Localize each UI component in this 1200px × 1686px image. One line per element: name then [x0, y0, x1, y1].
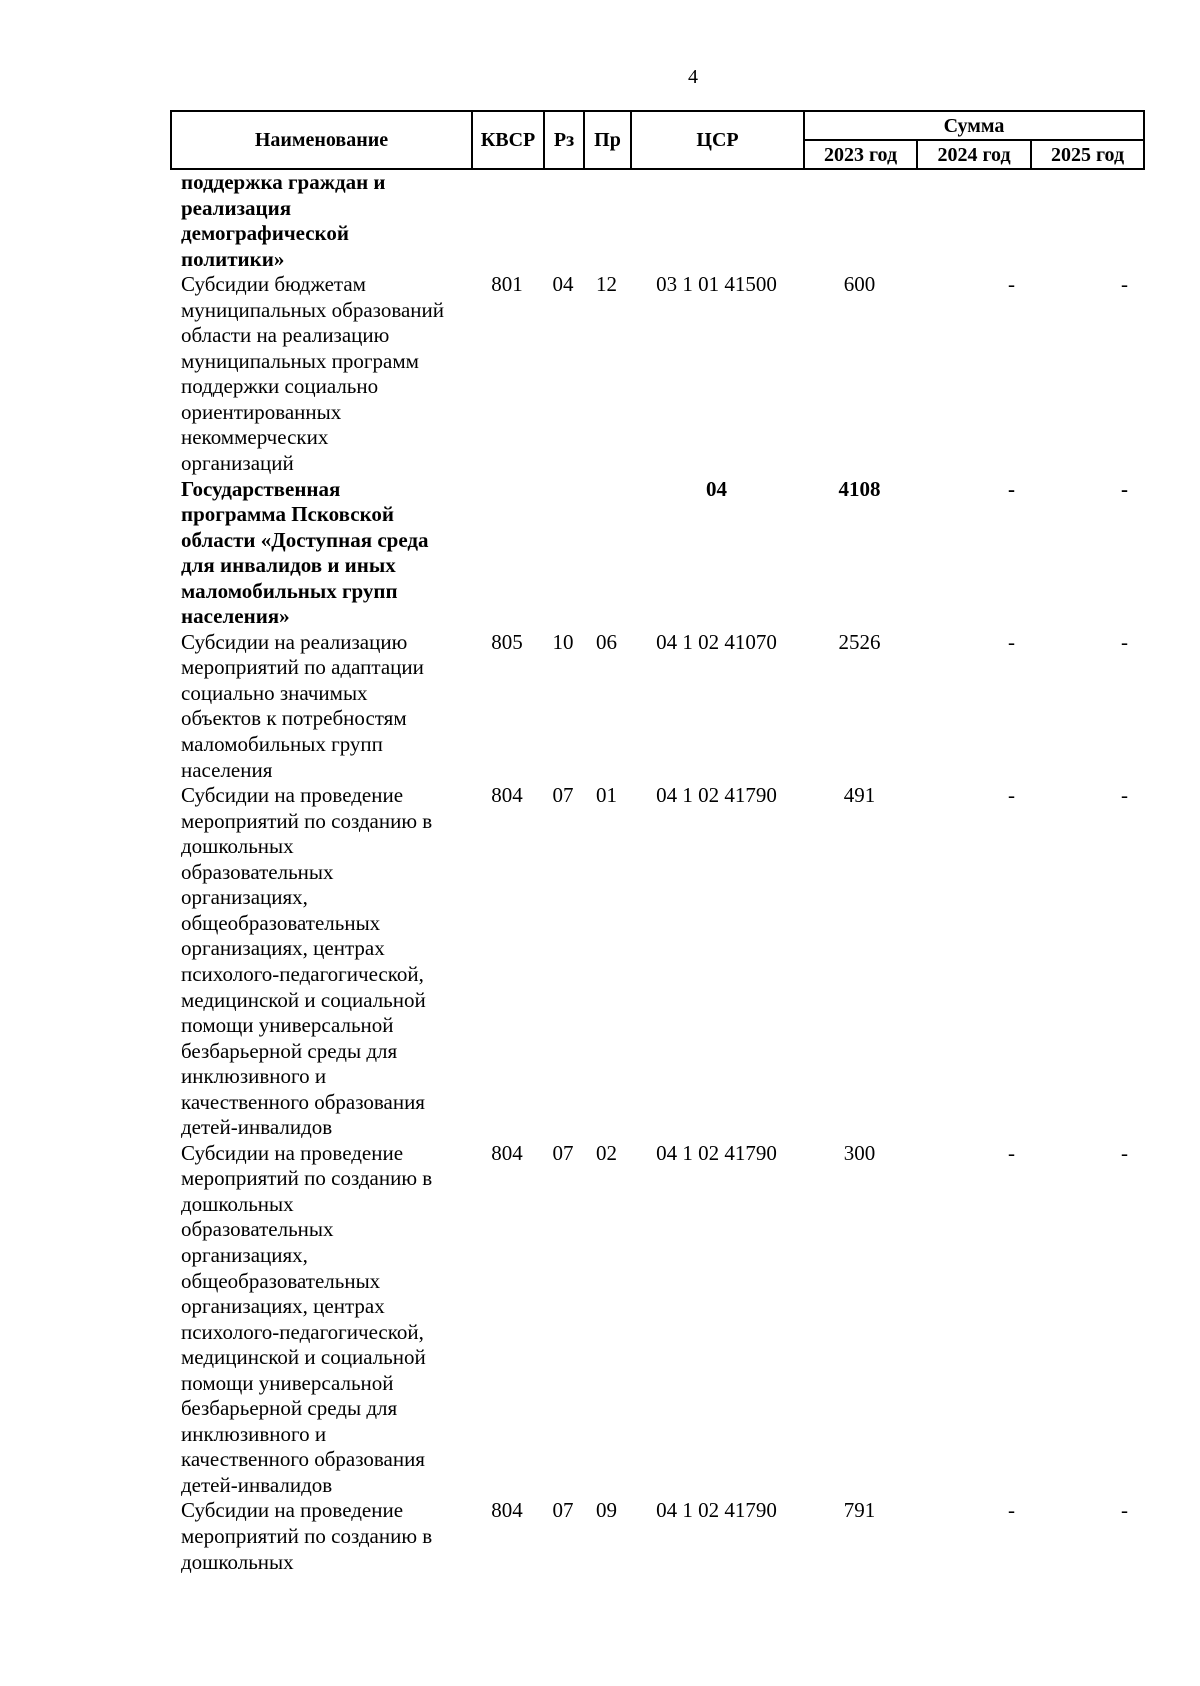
pr-cell — [583, 170, 630, 272]
sum-2025-cell: - — [1121, 629, 1128, 654]
table-row — [170, 1141, 1143, 1499]
rz-cell: 07 — [552, 1140, 574, 1165]
table-row — [170, 630, 1143, 783]
sum-2023-cell — [803, 170, 916, 272]
rz-cell: 04 — [552, 272, 574, 297]
row-name: Государственная программа Псковской области «Доступная среда для инвалидов и иных маломобильных групп населения» — [181, 476, 429, 629]
kvsr-cell — [471, 170, 543, 272]
header-sum: Сумма — [804, 111, 1144, 140]
sum-2025-cell — [1030, 170, 1143, 272]
table-header — [170, 110, 1145, 170]
sum-2024-cell: - — [1008, 272, 1015, 297]
header-rz: Рз — [544, 111, 584, 169]
table-body — [170, 170, 1143, 1575]
header-2023: 2023 год — [804, 140, 917, 169]
row-name: Субсидии на реализацию мероприятий по адаптации социально значимых объектов к потребностям маломобильных групп населения — [181, 629, 424, 782]
header-2024: 2024 год — [917, 140, 1031, 169]
rz-cell — [543, 477, 583, 630]
header-csr: ЦСР — [631, 111, 804, 169]
row-name: Субсидии на проведение мероприятий по созданию в дошкольных — [181, 1498, 433, 1574]
page-number: 4 — [688, 66, 698, 88]
sum-2025-cell: - — [1121, 1498, 1128, 1523]
table-row — [170, 272, 1143, 476]
table-row — [170, 1498, 1143, 1575]
sum-2024-cell: - — [1008, 629, 1015, 654]
row-name: Субсидии бюджетам муниципальных образований области на реализацию муниципальных программ поддержки социально ориентированных некоммерческих организаций — [181, 272, 444, 476]
sum-2023-cell: 600 — [843, 272, 876, 297]
sum-2023-cell: 791 — [843, 1498, 876, 1523]
csr-cell: 04 1 02 41790 — [656, 1140, 777, 1165]
sum-2023-cell: 300 — [843, 1140, 876, 1165]
pr-cell: 02 — [596, 1140, 617, 1165]
kvsr-cell: 804 — [491, 1140, 523, 1165]
csr-cell: 04 1 02 41790 — [656, 783, 777, 808]
sum-2025-cell: - — [1121, 476, 1128, 501]
header-2025: 2025 год — [1031, 140, 1144, 169]
kvsr-cell: 805 — [491, 629, 523, 654]
row-name: Субсидии на проведение мероприятий по созданию в дошкольных образовательных организациях, общеобразовательных организациях, центрах психолого-педагогической, медицинской и социальной помощи универсальной безбарьерной среды для инклюзивного и качественного образования детей-инвалидов — [181, 783, 433, 1140]
row-name: поддержка граждан и реализация демографической политики» — [181, 170, 386, 271]
sum-2025-cell: - — [1121, 783, 1128, 808]
sum-2023-cell: 491 — [843, 783, 876, 808]
sum-2024-cell: - — [1008, 476, 1015, 501]
row-name: Субсидии на проведение мероприятий по созданию в дошкольных образовательных организациях, общеобразовательных организациях, центрах психолого-педагогической, медицинской и социальной помощи универсальной безбарьерной среды для инклюзивного и качественного образования детей-инвалидов — [181, 1140, 433, 1497]
pr-cell: 06 — [596, 629, 617, 654]
pr-cell — [583, 477, 630, 630]
table-row — [170, 477, 1143, 630]
sum-2024-cell: - — [1008, 1498, 1015, 1523]
sum-2023-cell: 2526 — [838, 629, 881, 654]
sum-2024-cell: - — [1008, 783, 1015, 808]
header-pr: Пр — [584, 111, 631, 169]
csr-cell: 04 1 02 41070 — [656, 629, 777, 654]
sum-2025-cell: - — [1121, 272, 1128, 297]
table-row — [170, 170, 1143, 272]
csr-cell — [630, 170, 803, 272]
pr-cell: 12 — [596, 272, 617, 297]
header-kvsr: КВСР — [472, 111, 544, 169]
header-name: Наименование — [171, 111, 472, 169]
csr-cell: 04 1 02 41790 — [656, 1498, 777, 1523]
sum-2023-cell: 4108 — [838, 476, 881, 501]
csr-cell: 04 — [706, 476, 727, 501]
kvsr-cell: 804 — [491, 783, 523, 808]
rz-cell: 07 — [552, 1498, 574, 1523]
sum-2025-cell: - — [1121, 1140, 1128, 1165]
sum-2024-cell — [916, 170, 1030, 272]
pr-cell: 09 — [596, 1498, 617, 1523]
table-row — [170, 783, 1143, 1141]
rz-cell — [543, 170, 583, 272]
rz-cell: 10 — [552, 629, 574, 654]
rz-cell: 07 — [552, 783, 574, 808]
pr-cell: 01 — [596, 783, 617, 808]
sum-2024-cell: - — [1008, 1140, 1015, 1165]
kvsr-cell: 804 — [491, 1498, 523, 1523]
kvsr-cell — [471, 477, 543, 630]
kvsr-cell: 801 — [491, 272, 523, 297]
csr-cell: 03 1 01 41500 — [656, 272, 777, 297]
